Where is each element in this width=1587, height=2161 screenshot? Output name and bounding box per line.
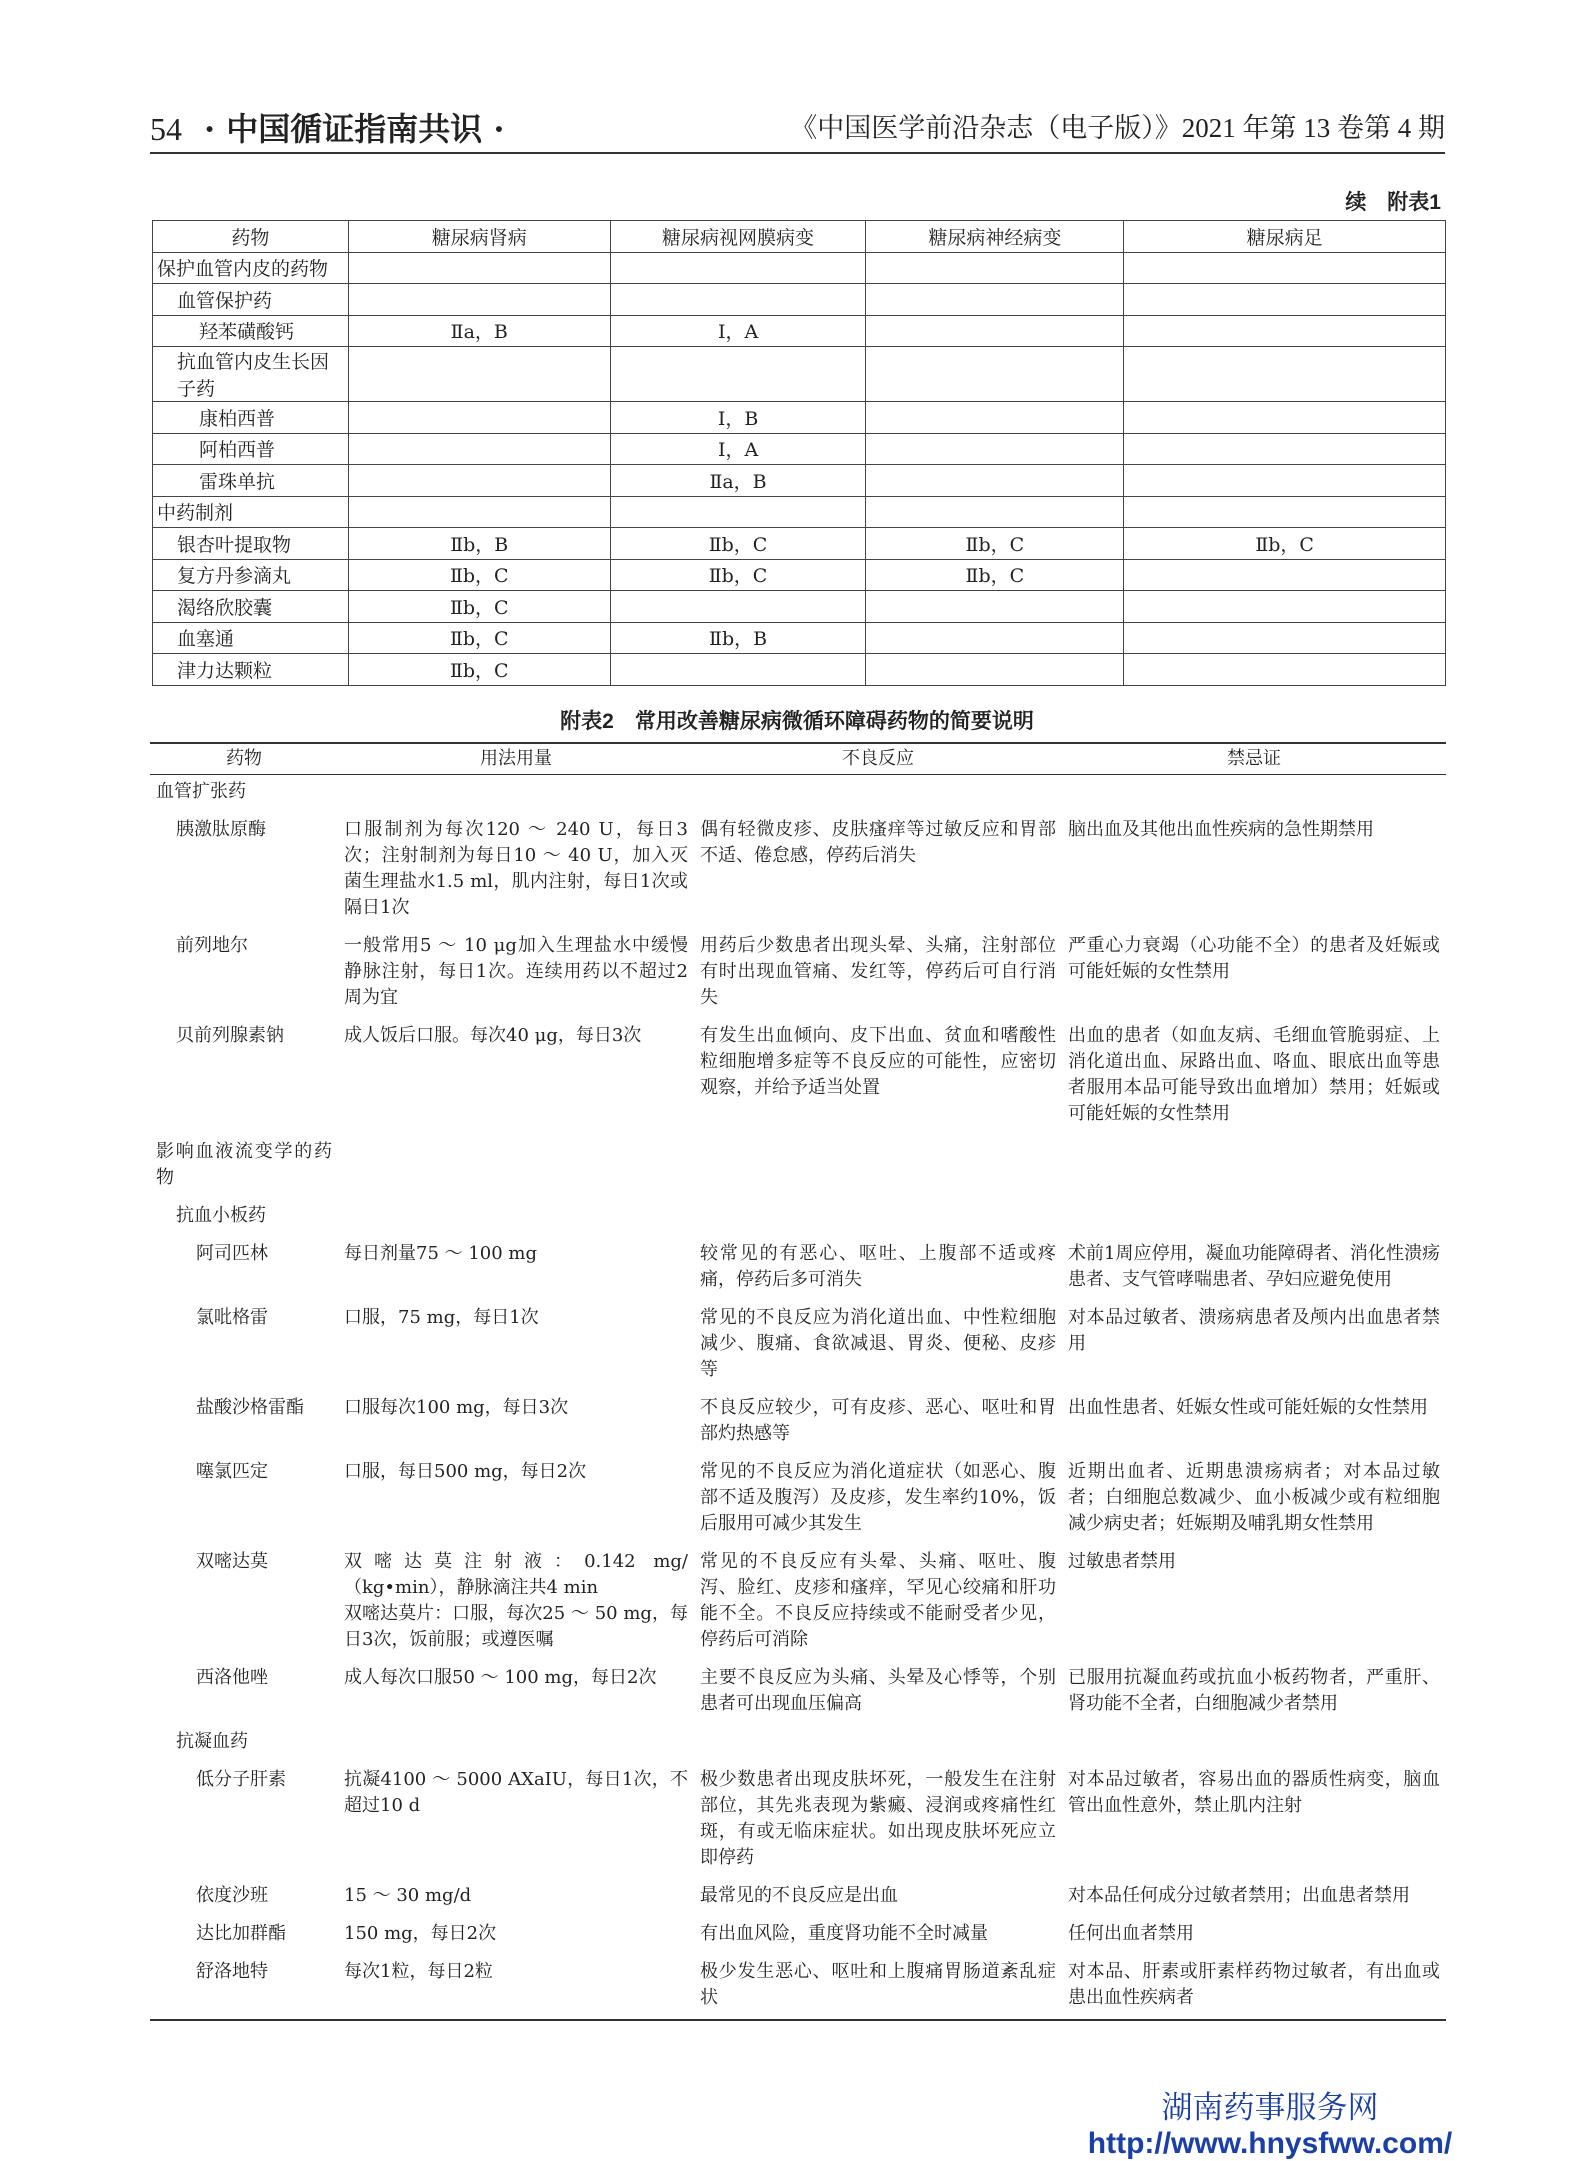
- evidence-cell: [348, 496, 610, 528]
- evidence-cell: [1124, 315, 1446, 347]
- adverse-reaction-cell: 不良反应较少，可有皮疹、恶心、呕吐和胃部灼热感等: [700, 1397, 1056, 1444]
- evidence-cell: [866, 402, 1124, 434]
- dosage-cell: [338, 1199, 694, 1237]
- table-row: [153, 252, 1446, 284]
- evidence-cell: [866, 252, 1124, 284]
- evidence-cell: [866, 347, 1124, 402]
- contraindication-cell: 对本品过敏者、溃疡病患者及颅内出血患者禁用: [1068, 1307, 1440, 1354]
- table2-column-header: 不良反应: [694, 743, 1062, 775]
- table-row: [150, 1237, 1446, 1301]
- evidence-cell: Ⅰ，A: [610, 433, 866, 465]
- evidence-cell: [610, 496, 866, 528]
- drug-name-cell: 津力达颗粒: [153, 654, 349, 686]
- evidence-cell: [1124, 284, 1446, 316]
- table1-header-row: [153, 221, 1446, 253]
- table1: [152, 220, 1446, 686]
- evidence-cell: [1124, 402, 1446, 434]
- drug-name: 贝前列腺素钠: [176, 1025, 284, 1046]
- drug-name: 低分子肝素: [196, 1769, 286, 1790]
- evidence-cell: [866, 465, 1124, 497]
- adverse-reaction-cell: [694, 775, 1062, 814]
- drug-name: 胰激肽原酶: [176, 819, 266, 840]
- adverse-reaction-cell: 较常见的有恶心、呕吐、上腹部不适或疼痛，停药后多可消失: [700, 1243, 1056, 1290]
- evidence-cell: Ⅰ，B: [610, 402, 866, 434]
- evidence-cell: [348, 465, 610, 497]
- drug-name: 依度沙班: [196, 1885, 268, 1906]
- table-row: [153, 528, 1446, 560]
- page-header: [150, 104, 1445, 154]
- drug-name-cell: 渴络欣胶囊: [153, 591, 349, 623]
- drug-name-cell: 复方丹参滴丸: [153, 559, 349, 591]
- adverse-reaction-cell: 有出血风险，重度肾功能不全时减量: [700, 1923, 988, 1944]
- drug-name-cell: 中药制剂: [153, 496, 349, 528]
- table-row: [150, 1725, 1446, 1763]
- drug-name-cell: [150, 1391, 338, 1455]
- drug-name-cell: [150, 1661, 338, 1725]
- table-row: [150, 1955, 1446, 2020]
- dosage-cell: [338, 1135, 694, 1199]
- table-row: [150, 1545, 1446, 1661]
- dosage-cell: 150 mg，每日2次: [344, 1923, 497, 1944]
- table-row: [150, 1661, 1446, 1725]
- table-row: [153, 402, 1446, 434]
- evidence-cell: Ⅱb，C: [348, 559, 610, 591]
- drug-name: 影响血液流变学的药物: [156, 1141, 332, 1188]
- evidence-cell: [348, 347, 610, 402]
- evidence-cell: Ⅱa，B: [348, 315, 610, 347]
- adverse-reaction-cell: 极少数患者出现皮肤坏死，一般发生在注射部位，其先兆表现为紫癜、浸润或疼痛性红斑，有或无临床症状。如出现皮肤坏死应立即停药: [700, 1769, 1056, 1868]
- drug-name: 抗凝血药: [176, 1731, 248, 1752]
- table-row: [153, 654, 1446, 686]
- adverse-reaction-cell: 偶有轻微皮疹、皮肤瘙痒等过敏反应和胃部不适、倦怠感，停药后消失: [700, 819, 1056, 866]
- evidence-cell: [1124, 433, 1446, 465]
- adverse-reaction-cell: [694, 1725, 1062, 1763]
- evidence-cell: Ⅱb，C: [348, 622, 610, 654]
- evidence-cell: [348, 402, 610, 434]
- evidence-cell: Ⅱb，C: [1124, 528, 1446, 560]
- page-number: 54: [150, 111, 182, 147]
- drug-name-cell: 阿柏西普: [153, 433, 349, 465]
- contraindication-cell: 已服用抗凝血药或抗血小板药物者，严重肝、肾功能不全者，白细胞减少者禁用: [1068, 1667, 1440, 1714]
- drug-name-cell: [150, 775, 338, 814]
- adverse-reaction-cell: [694, 1199, 1062, 1237]
- table-row: [150, 1391, 1446, 1455]
- table2-header-row: [150, 743, 1446, 775]
- table1-column-header: 糖尿病肾病: [348, 221, 610, 253]
- contraindication-cell: 术前1周应停用，凝血功能障碍者、消化性溃疡患者、支气管哮喘患者、孕妇应避免使用: [1068, 1243, 1440, 1290]
- evidence-cell: Ⅱb，C: [866, 528, 1124, 560]
- adverse-reaction-cell: 常见的不良反应为消化道症状（如恶心、腹部不适及腹泻）及皮疹，发生率约10%，饭后服用可减少其发生: [700, 1461, 1056, 1534]
- table-row: [153, 284, 1446, 316]
- drug-name-cell: [150, 813, 338, 929]
- contraindication-cell: 任何出血者禁用: [1068, 1923, 1194, 1944]
- dosage-cell: 成人饭后口服。每次40 μg，每日3次: [344, 1025, 642, 1046]
- dosage-cell: [338, 1725, 694, 1763]
- contraindication-cell: 过敏患者禁用: [1068, 1551, 1176, 1572]
- table1-continuation-label: 续 附表1: [1345, 191, 1441, 214]
- drug-name-cell: [150, 1955, 338, 2020]
- adverse-reaction-cell: 有发生出血倾向、皮下出血、贫血和嗜酸性粒细胞增多症等不良反应的可能性，应密切观察，并给予适当处置: [700, 1025, 1056, 1098]
- table-row: [150, 1455, 1446, 1545]
- evidence-cell: Ⅱb，B: [610, 622, 866, 654]
- table-row: [150, 813, 1446, 929]
- evidence-cell: [1124, 591, 1446, 623]
- contraindication-cell: 对本品、肝素或肝素样药物过敏者，有出血或患出血性疾病者: [1062, 1955, 1446, 2020]
- drug-name: 舒洛地特: [196, 1961, 268, 1982]
- dosage-cell: 口服每次100 mg，每日3次: [344, 1397, 569, 1418]
- drug-name-cell: [150, 1879, 338, 1917]
- dosage-cell: 一般常用5 ～ 10 μg加入生理盐水中缓慢静脉注射，每日1次。连续用药以不超过2周为宜: [344, 935, 688, 1008]
- evidence-cell: [610, 252, 866, 284]
- table-row: [150, 1917, 1446, 1955]
- table-row: [153, 559, 1446, 591]
- adverse-reaction-cell: 常见的不良反应有头晕、头痛、呕吐、腹泻、脸红、皮疹和瘙痒，罕见心绞痛和肝功能不全。不良反应持续或不能耐受者少见，停药后可消除: [700, 1551, 1056, 1650]
- adverse-reaction-cell: [694, 1135, 1062, 1199]
- dosage-cell: 口服，每日500 mg，每日2次: [344, 1461, 587, 1482]
- table1-column-header: 药物: [153, 221, 349, 253]
- table2: [150, 742, 1446, 2021]
- dosage-cell: 口服，75 mg，每日1次: [344, 1307, 539, 1328]
- adverse-reaction-cell: 用药后少数患者出现头晕、头痛，注射部位有时出现血管痛、发红等，停药后可自行消失: [700, 935, 1056, 1008]
- table-row: [153, 591, 1446, 623]
- drug-name: 盐酸沙格雷酯: [196, 1397, 304, 1418]
- table-row: [150, 775, 1446, 814]
- evidence-cell: [610, 284, 866, 316]
- table-row: [153, 622, 1446, 654]
- section-title: · 中国循证指南共识 ·: [204, 110, 505, 148]
- drug-name-cell: [150, 1455, 338, 1545]
- dosage-cell: 每次1粒，每日2粒: [338, 1955, 694, 2020]
- table1-column-header: 糖尿病足: [1124, 221, 1446, 253]
- evidence-cell: Ⅱa，B: [610, 465, 866, 497]
- evidence-cell: [866, 315, 1124, 347]
- table-row: [150, 1019, 1446, 1135]
- adverse-reaction-cell: 极少发生恶心、呕吐和上腹痛胃肠道紊乱症状: [694, 1955, 1062, 2020]
- table-row: [150, 1199, 1446, 1237]
- watermark: [1070, 2082, 1470, 2161]
- table2-column-header: 禁忌证: [1062, 743, 1446, 775]
- table-row: [150, 1301, 1446, 1391]
- evidence-cell: [866, 284, 1124, 316]
- drug-name-cell: 血塞通: [153, 622, 349, 654]
- table-row: [153, 347, 1446, 402]
- drug-name-cell: 康柏西普: [153, 402, 349, 434]
- contraindication-cell: [1062, 1135, 1446, 1199]
- dosage-cell: 15 ～ 30 mg/d: [344, 1885, 472, 1906]
- drug-name-cell: [150, 1545, 338, 1661]
- contraindication-cell: 出血的患者（如血友病、毛细血管脆弱症、上消化道出血、尿路出血、咯血、眼底出血等患者服用本品可能导致出血增加）禁用；妊娠或可能妊娠的女性禁用: [1068, 1025, 1440, 1124]
- drug-name-cell: 羟苯磺酸钙: [153, 315, 349, 347]
- table-row: [153, 496, 1446, 528]
- drug-name-cell: 保护血管内皮的药物: [153, 252, 349, 284]
- contraindication-cell: 出血性患者、妊娠女性或可能妊娠的女性禁用: [1068, 1397, 1428, 1418]
- drug-name-cell: 雷珠单抗: [153, 465, 349, 497]
- evidence-cell: Ⅱb，C: [610, 528, 866, 560]
- evidence-cell: [348, 284, 610, 316]
- drug-name: 双嘧达莫: [196, 1551, 268, 1572]
- evidence-cell: Ⅱb，C: [348, 591, 610, 623]
- dosage-cell: 抗凝4100 ～ 5000 AXaIU，每日1次，不超过10 d: [344, 1769, 688, 1816]
- contraindication-cell: 脑出血及其他出血性疾病的急性期禁用: [1068, 819, 1374, 840]
- evidence-cell: [866, 591, 1124, 623]
- table1-column-header: 糖尿病神经病变: [866, 221, 1124, 253]
- dosage-cell: 成人每次口服50 ～ 100 mg，每日2次: [344, 1667, 657, 1688]
- table2-column-header: 药物: [150, 743, 338, 775]
- evidence-cell: Ⅱb，C: [866, 559, 1124, 591]
- drug-name-cell: [150, 1199, 338, 1237]
- drug-name: 血管扩张药: [156, 781, 246, 802]
- drug-name: 达比加群酯: [196, 1923, 286, 1944]
- drug-name-cell: [150, 929, 338, 1019]
- evidence-cell: [1124, 252, 1446, 284]
- evidence-cell: Ⅱb，C: [610, 559, 866, 591]
- evidence-cell: [1124, 465, 1446, 497]
- table-row: [153, 465, 1446, 497]
- drug-name-cell: [150, 1917, 338, 1955]
- drug-name: 抗血小板药: [176, 1205, 266, 1226]
- watermark-name: 湖南药事服务网: [1161, 2090, 1379, 2125]
- evidence-cell: [610, 654, 866, 686]
- evidence-cell: [610, 347, 866, 402]
- dosage-cell: [338, 775, 694, 814]
- dosage-cell: 口服制剂为每次120 ～ 240 U，每日3次；注射制剂为每日10 ～ 40 U，加入灭菌生理盐水1.5 ml，肌内注射，每日1次或隔日1次: [344, 819, 688, 918]
- evidence-cell: [610, 591, 866, 623]
- drug-name-cell: [150, 1019, 338, 1135]
- contraindication-cell: [1062, 1199, 1446, 1237]
- contraindication-cell: 严重心力衰竭（心功能不全）的患者及妊娠或可能妊娠的女性禁用: [1068, 935, 1440, 982]
- drug-name: 阿司匹林: [196, 1243, 268, 1264]
- evidence-cell: [1124, 622, 1446, 654]
- drug-name-cell: 血管保护药: [153, 284, 349, 316]
- evidence-cell: [866, 622, 1124, 654]
- evidence-cell: [1124, 559, 1446, 591]
- drug-name-cell: [150, 1135, 338, 1199]
- evidence-cell: Ⅱb，B: [348, 528, 610, 560]
- evidence-cell: [1124, 654, 1446, 686]
- table1-column-header: 糖尿病视网膜病变: [610, 221, 866, 253]
- dosage-cell: 每日剂量75 ～ 100 mg: [344, 1243, 538, 1264]
- journal-title: 《中国医学前沿杂志（电子版）》2021 年第 13 卷第 4 期: [790, 113, 1445, 143]
- evidence-cell: [1124, 496, 1446, 528]
- drug-name: 西洛他唑: [196, 1667, 268, 1688]
- table-row: [150, 1879, 1446, 1917]
- header-left: [150, 104, 505, 150]
- drug-name-cell: [150, 1301, 338, 1391]
- table-row: [150, 1135, 1446, 1199]
- adverse-reaction-cell: 主要不良反应为头痛、头晕及心悸等，个别患者可出现血压偏高: [700, 1667, 1056, 1714]
- adverse-reaction-cell: 最常见的不良反应是出血: [700, 1885, 898, 1906]
- evidence-cell: [866, 433, 1124, 465]
- adverse-reaction-cell: 常见的不良反应为消化道出血、中性粒细胞减少、腹痛、食欲减退、胃炎、便秘、皮疹等: [700, 1307, 1056, 1380]
- evidence-cell: [866, 496, 1124, 528]
- table2-title: 附表2 常用改善糖尿病微循环障碍药物的简要说明: [560, 710, 1034, 733]
- table-row: [150, 929, 1446, 1019]
- evidence-cell: [866, 654, 1124, 686]
- drug-name-cell: 银杏叶提取物: [153, 528, 349, 560]
- evidence-cell: [348, 252, 610, 284]
- header-rule: [150, 152, 1445, 154]
- drug-name: 噻氯匹定: [196, 1461, 268, 1482]
- contraindication-cell: 对本品任何成分过敏者禁用；出血患者禁用: [1068, 1885, 1410, 1906]
- contraindication-cell: 对本品过敏者，容易出血的器质性病变，脑血管出血性意外，禁止肌内注射: [1068, 1769, 1440, 1816]
- contraindication-cell: 近期出血者、近期患溃疡病者；对本品过敏者；白细胞总数减少、血小板减少或有粒细胞减少病史者；妊娠期及哺乳期女性禁用: [1068, 1461, 1440, 1534]
- evidence-cell: Ⅱb，C: [348, 654, 610, 686]
- evidence-cell: [1124, 347, 1446, 402]
- drug-name: 前列地尔: [176, 935, 248, 956]
- table-row: [150, 1763, 1446, 1879]
- drug-name-cell: [150, 1237, 338, 1301]
- evidence-cell: [348, 433, 610, 465]
- drug-name-cell: [150, 1725, 338, 1763]
- table2-column-header: 用法用量: [338, 743, 694, 775]
- table-row: [153, 433, 1446, 465]
- drug-name-cell: [150, 1763, 338, 1879]
- watermark-url: http://www.hnysfww.com/: [1087, 2127, 1453, 2160]
- drug-name-cell: 抗血管内皮生长因子药: [153, 347, 349, 402]
- dosage-cell: 双嘧达莫注射液：0.142 mg/（kg•min），静脉滴注共4 min 双嘧达莫片：口服，每次25 ～ 50 mg，每日3次，饭前服；或遵医嘱: [344, 1551, 688, 1650]
- contraindication-cell: [1062, 1725, 1446, 1763]
- contraindication-cell: [1062, 775, 1446, 814]
- drug-name: 氯吡格雷: [196, 1307, 268, 1328]
- table-row: [153, 315, 1446, 347]
- evidence-cell: Ⅰ，A: [610, 315, 866, 347]
